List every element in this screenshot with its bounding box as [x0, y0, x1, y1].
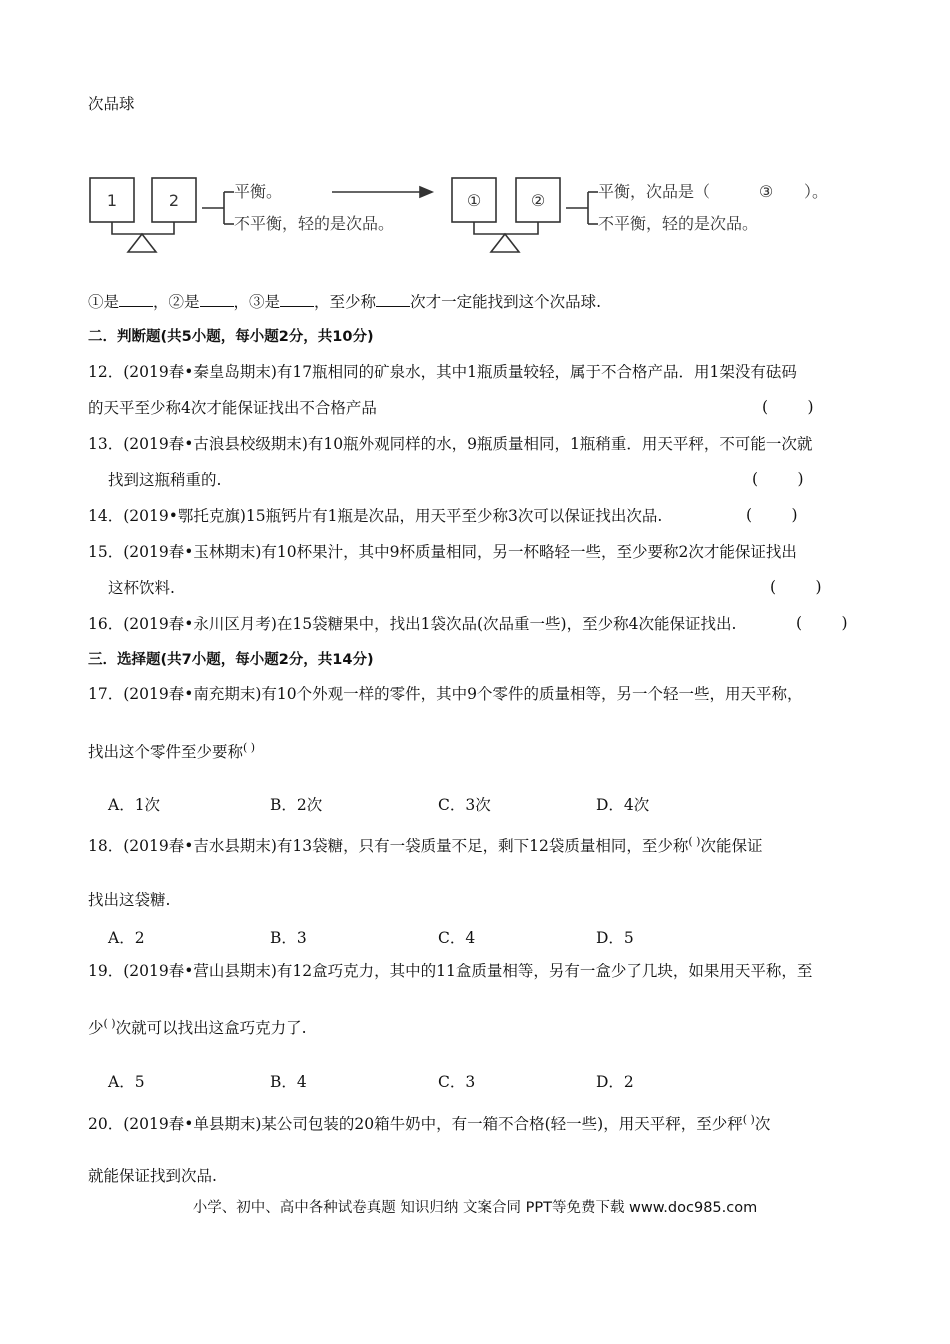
q19-option-c: C．3 — [438, 1073, 476, 1091]
fill-in-line — [88, 292, 601, 312]
q19-line-2-b: 次就可以找出这盒巧克力了. — [115, 1019, 307, 1037]
fill-part-a: ①是 — [88, 293, 120, 311]
q15-line-1: 15．(2019春•玉林期末)有10杯果汁，其中9杯质量相同，另一杯略轻一些，至少要称2次才能保证找出 — [88, 543, 797, 561]
q13-line-2: 找到这瓶稍重的. — [108, 471, 222, 489]
q17-line-2-text: 找出这个零件至少要称 — [88, 743, 244, 761]
q19-option-d: D．2 — [596, 1073, 634, 1091]
q18-line-1-a: 18．(2019春•吉水县期末)有13袋糖，只有一袋质量不足，剩下12袋质量相同，至少称 — [88, 837, 689, 855]
q16-line-1: 16．(2019春•永川区月考)在15袋糖果中，找出1袋次品(次品重一些)，至少称4次能保证找出. — [88, 615, 737, 633]
box-2-label: 2 — [168, 191, 180, 210]
q19-line-1: 19．(2019春•营山县期末)有12盒巧克力，其中的11盒质量相等，另有一盒少了几块，如果用天平称，至 — [88, 962, 813, 980]
q18-line-1 — [88, 832, 762, 856]
q14-answer-paren: ( ) — [746, 506, 798, 524]
q20-answer-paren: ( ) — [742, 1113, 755, 1126]
section-3-heading: 三．选择题(共7小题，每小题2分，共14分) — [88, 652, 374, 668]
box-4-label: ② — [530, 191, 546, 210]
q12-answer-paren: ( ) — [762, 398, 814, 416]
blank-3 — [280, 292, 314, 307]
q17-answer-paren: ( ) — [243, 741, 256, 754]
q20-line-1-a: 20．(2019春•单县期末)某公司包装的20箱牛奶中，有一箱不合格(轻一些)，用天平秤，至少秤 — [88, 1115, 743, 1133]
q12-line-1: 12．(2019春•秦皇岛期末)有17瓶相同的矿泉水，其中1瓶质量较轻，属于不合格产品．用1架没有砝码 — [88, 363, 797, 381]
branch-1-bottom: 不平衡，轻的是次品。 — [234, 214, 395, 233]
q13-answer-paren: ( ) — [752, 470, 804, 488]
q19-option-a: A．5 — [108, 1073, 145, 1091]
blank-4 — [376, 292, 410, 307]
fill-part-c: ，③是 — [233, 293, 281, 311]
q19-line-2 — [88, 1014, 307, 1038]
q20-line-1-b: 次 — [754, 1115, 771, 1133]
q16-answer-paren: ( ) — [796, 614, 848, 632]
page-footer: 小学、初中、高中各种试卷真题 知识归纳 文案合同 PPT等免费下载 www.doc985.com — [192, 1200, 758, 1216]
q19-answer-paren: ( ) — [103, 1017, 116, 1030]
q17-line-2 — [88, 738, 255, 762]
branch-1-top: 平衡。 — [234, 182, 283, 201]
q13-line-1: 13．(2019春•古浪县校级期末)有10瓶外观同样的水，9瓶质量相同，1瓶稍重．用天平秤，不可能一次就 — [88, 435, 813, 453]
q17-option-d: D．4次 — [596, 796, 650, 814]
q14-line-1: 14．(2019•鄂托克旗)15瓶钙片有1瓶是次品，用天平至少称3次可以保证找出次品. — [88, 507, 663, 525]
blank-1 — [119, 292, 153, 307]
branch-2-bottom: 不平衡，轻的是次品。 — [598, 214, 759, 233]
branch-2-top-b: ）。 — [804, 182, 829, 201]
box-1-label: 1 — [106, 191, 118, 210]
q15-line-2: 这杯饮料. — [108, 579, 175, 597]
section-2-heading: 二．判断题(共5小题，每小题2分，共10分) — [88, 329, 374, 345]
q12-line-2: 的天平至少称4次才能保证找出不合格产品 — [88, 399, 377, 417]
q20-line-1 — [88, 1110, 770, 1134]
fill-part-b: ，②是 — [153, 293, 200, 311]
box-3-label: ① — [466, 191, 482, 210]
q18-option-a: A．2 — [108, 929, 145, 947]
q19-line-2-a: 少 — [88, 1019, 104, 1037]
branch-2-top-a: 平衡，次品是（ — [598, 182, 711, 201]
intro-text: 次品球 — [88, 95, 135, 113]
q18-option-d: D．5 — [596, 929, 634, 947]
balance-diagram — [84, 168, 864, 270]
q17-option-c: C．3次 — [438, 796, 491, 814]
q20-line-2: 就能保证找到次品. — [88, 1167, 217, 1185]
blank-2 — [200, 292, 234, 307]
fill-part-e: 次才一定能找到这个次品球. — [410, 293, 601, 311]
q19-option-b: B．4 — [270, 1073, 307, 1091]
q18-line-2: 找出这袋糖. — [88, 891, 171, 909]
q17-line-1: 17．(2019春•南充期末)有10个外观一样的零件，其中9个零件的质量相等，另一个轻一些，用天平称， — [88, 685, 803, 703]
q15-answer-paren: ( ) — [770, 578, 822, 596]
branch-2-mark: ③ — [758, 182, 774, 201]
q18-option-c: C．4 — [438, 929, 476, 947]
q17-option-b: B．2次 — [270, 796, 323, 814]
q18-answer-paren: ( ) — [688, 835, 701, 848]
q18-line-1-b: 次能保证 — [700, 837, 763, 855]
fill-part-d: ，至少称 — [314, 293, 377, 311]
q18-option-b: B．3 — [270, 929, 307, 947]
q17-option-a: A．1次 — [108, 796, 161, 814]
